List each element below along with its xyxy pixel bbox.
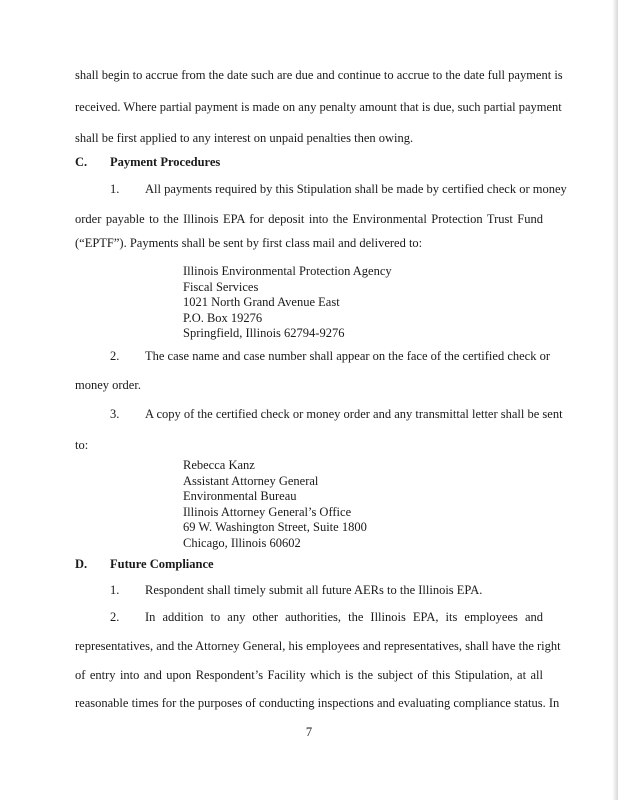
c1-line-2: order payable to the Illinois EPA for deposit into the Environmental Protection Trust Fund	[75, 212, 543, 226]
address-ag-line: Assistant Attorney General	[183, 473, 319, 488]
address-epa-line: Fiscal Services	[183, 279, 259, 294]
section-d-letter: D.	[75, 557, 88, 571]
d1-line-1: Respondent shall timely submit all future AERs to the Illinois EPA.	[145, 583, 483, 597]
address-ag-line: 69 W. Washington Street, Suite 1800	[183, 520, 367, 535]
address-epa-line: 1021 North Grand Avenue East	[183, 295, 340, 310]
section-c-title: Payment Procedures	[110, 155, 221, 169]
address-ag-line: Illinois Attorney General’s Office	[183, 504, 352, 519]
c3-number: 3.	[110, 407, 120, 421]
section-d-title: Future Compliance	[110, 557, 214, 571]
page-number: 7	[305, 725, 313, 739]
address-block-epa	[183, 264, 392, 342]
c3-line-2: to:	[75, 438, 89, 452]
c1-line-1: All payments required by this Stipulation shall be made by certified check or money	[145, 182, 567, 196]
section-c-letter: C.	[75, 155, 88, 169]
d1-number: 1.	[110, 583, 120, 597]
c1-line-3: (“EPTF”). Payments shall be sent by first class mail and delivered to:	[75, 236, 423, 250]
address-ag-line: Environmental Bureau	[183, 489, 297, 504]
address-ag-line: Rebecca Kanz	[183, 458, 255, 472]
address-epa-line: Illinois Environmental Protection Agency	[183, 264, 392, 278]
address-epa-line: Springfield, Illinois 62794-9276	[183, 326, 345, 341]
intro-line-3: shall be first applied to any interest on unpaid penalties then owing.	[75, 131, 414, 145]
d2-line-3: of entry into and upon Respondent’s Facility which is the subject of this Stipulation, at all	[75, 668, 543, 682]
c2-number: 2.	[110, 349, 120, 363]
c2-line-2: money order.	[75, 378, 141, 392]
address-block-ag	[183, 458, 367, 552]
page-edge-shadow	[612, 0, 618, 800]
intro-line-1: shall begin to accrue from the date such are due and continue to accrue to the date full payment is	[75, 68, 563, 82]
intro-line-2: received. Where partial payment is made on any penalty amount that is due, such partial payment	[75, 100, 562, 114]
address-ag-line: Chicago, Illinois 60602	[183, 535, 301, 550]
c1-number: 1.	[110, 182, 120, 196]
d2-line-2: representatives, and the Attorney General, his employees and representatives, shall have the right	[75, 639, 561, 653]
d2-line-4: reasonable times for the purposes of conducting inspections and evaluating compliance status. In	[75, 696, 560, 710]
c3-line-1: A copy of the certified check or money order and any transmittal letter shall be sent	[145, 407, 563, 421]
d2-number: 2.	[110, 610, 120, 624]
address-epa-line: P.O. Box 19276	[183, 310, 263, 325]
d2-line-1: In addition to any other authorities, the Illinois EPA, its employees and	[145, 610, 543, 624]
c2-line-1: The case name and case number shall appear on the face of the certified check or	[145, 349, 550, 363]
